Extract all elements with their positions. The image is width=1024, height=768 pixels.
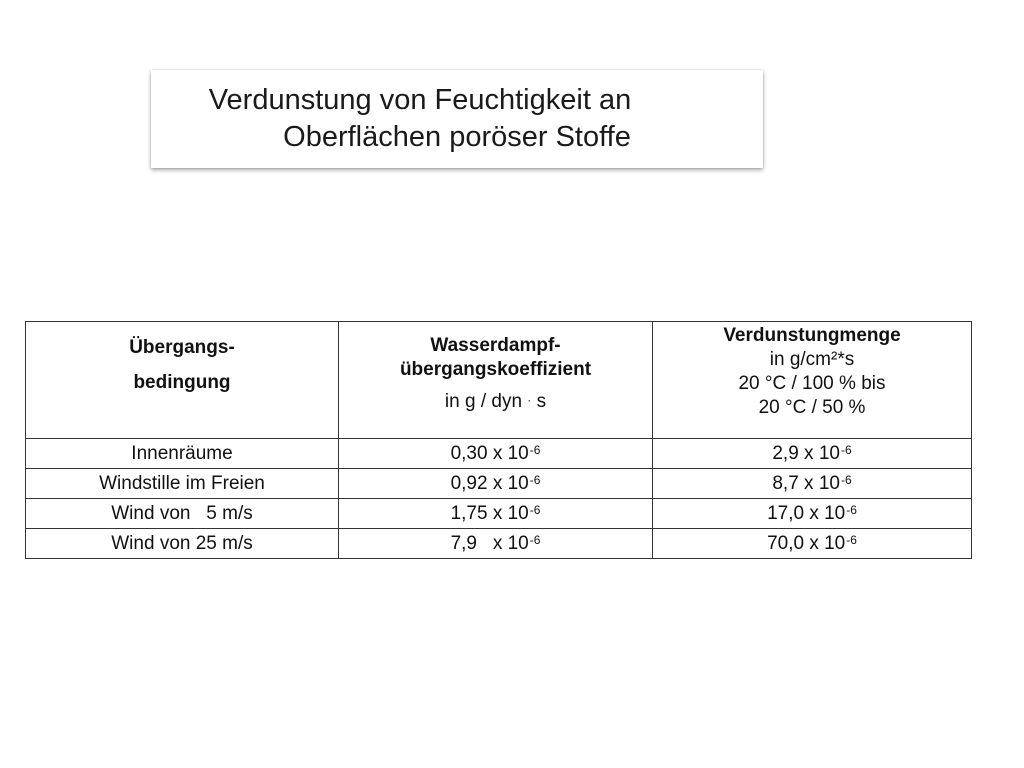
header-vapor-transfer-coefficient xyxy=(339,322,653,439)
cell-amount xyxy=(653,439,972,469)
cell-amount-exponent: -6 xyxy=(840,442,852,457)
cell-coefficient-base: 1,75 x 10 xyxy=(450,502,529,524)
cell-condition: Windstille im Freien xyxy=(26,469,339,499)
cell-condition xyxy=(26,499,339,529)
header-col3-line1: Verdunstungmenge xyxy=(723,325,901,346)
table-row xyxy=(26,499,972,529)
cell-coefficient-exponent: -6 xyxy=(529,532,541,547)
cell-condition: Innenräume xyxy=(26,439,339,469)
cell-coefficient-exponent: -6 xyxy=(529,442,541,457)
cell-amount-base: 2,9 x 10 xyxy=(772,442,840,464)
header-col2-line2: übergangskoeffizient xyxy=(399,359,592,380)
cell-amount-exponent: -6 xyxy=(846,502,857,517)
header-col2-unit-pre: in g / dyn xyxy=(444,391,523,412)
cell-amount-base: 70,0 x 10 xyxy=(767,532,846,554)
table-row xyxy=(26,439,972,469)
header-col3-line3: 20 °C / 100 % bis xyxy=(738,373,886,394)
cell-amount-exponent: -6 xyxy=(840,472,852,487)
header-transition-condition xyxy=(26,322,339,439)
header-col2-unit xyxy=(343,390,648,414)
header-col3-line4: 20 °C / 50 % xyxy=(758,397,866,418)
evaporation-table xyxy=(25,321,972,559)
header-col3-line2: in g/cm²*s xyxy=(769,349,855,370)
cell-amount xyxy=(653,529,972,559)
cell-coefficient xyxy=(339,499,653,529)
header-col2-line1: Wasserdampf- xyxy=(430,335,561,356)
cell-coefficient xyxy=(339,529,653,559)
header-col1-line2: bedingung xyxy=(133,372,231,393)
slide-title-line-1: Verdunstung von Feuchtigkeit an xyxy=(208,84,632,116)
slide-title-box xyxy=(151,70,763,168)
cell-coefficient xyxy=(339,439,653,469)
cell-condition: Wind von 25 m/s xyxy=(26,529,339,559)
header-col1-line1: Übergangs- xyxy=(129,337,235,358)
cell-coefficient-base: 0,30 x 10 xyxy=(450,442,529,464)
cell-coefficient-exponent: -6 xyxy=(529,472,541,487)
table-row xyxy=(26,529,972,559)
cell-amount xyxy=(653,469,972,499)
slide-title-line-2: Oberflächen poröser Stoffe xyxy=(283,121,631,153)
header-evaporation-amount xyxy=(653,322,972,439)
cell-amount-base: 17,0 x 10 xyxy=(767,502,846,524)
cell-amount xyxy=(653,499,972,529)
cell-coefficient-exponent: -6 xyxy=(529,502,541,517)
header-col2-unit-post: s xyxy=(531,391,547,412)
header-col2-unit-dot: · xyxy=(527,393,532,407)
cell-coefficient xyxy=(339,469,653,499)
table-row xyxy=(26,469,972,499)
cell-coefficient-base: 7,9 x 10 xyxy=(450,532,529,554)
cell-amount-exponent: -6 xyxy=(846,532,857,547)
table-header-row xyxy=(26,322,972,439)
cell-coefficient-base: 0,92 x 10 xyxy=(450,472,529,494)
cell-condition-text: Wind von 5 m/s xyxy=(111,502,253,524)
cell-amount-base: 8,7 x 10 xyxy=(772,472,840,494)
